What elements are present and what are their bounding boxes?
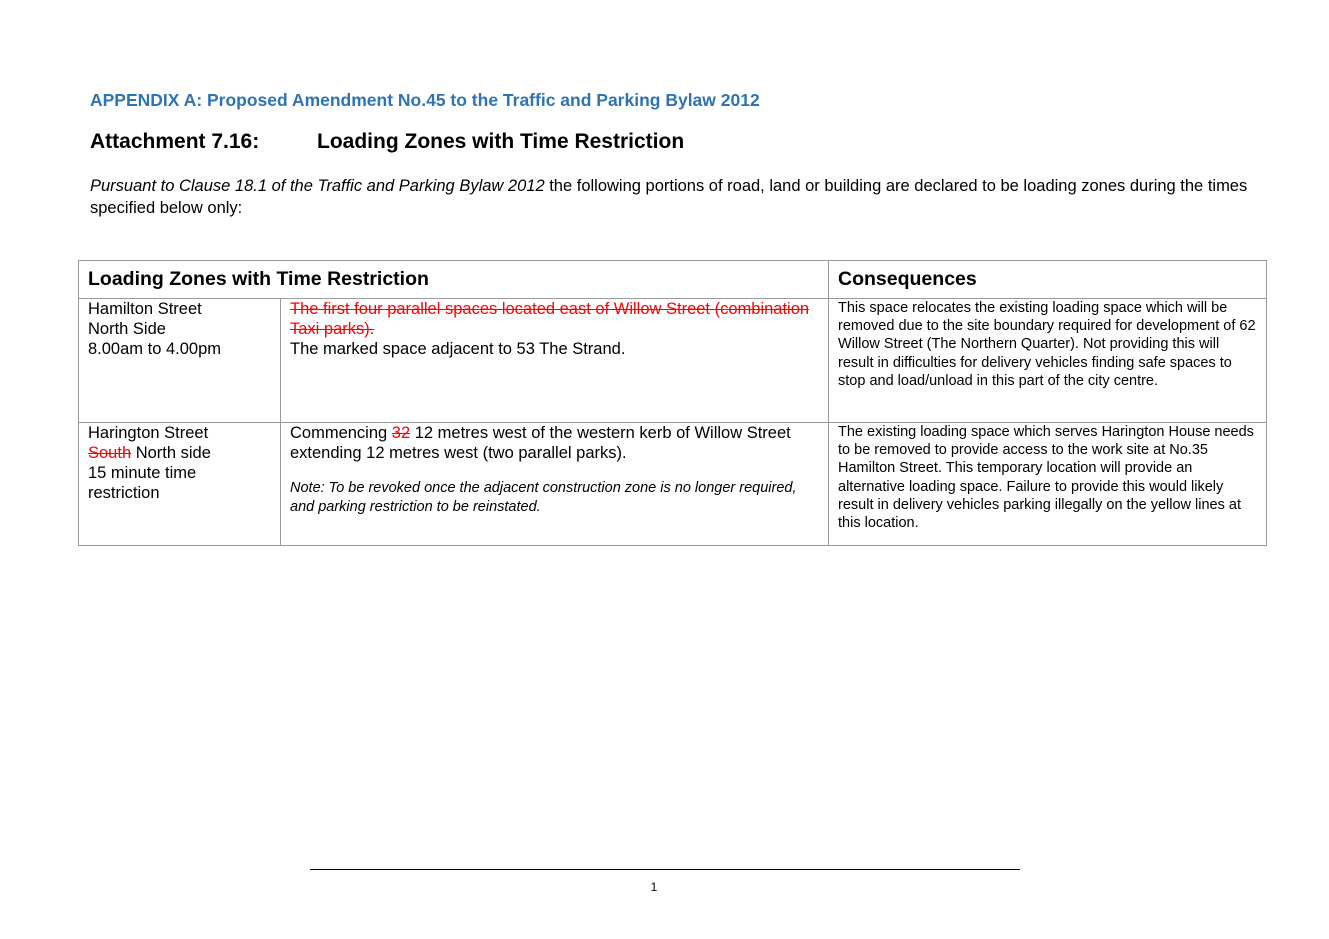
deleted-text: The first four parallel spaces located east of Willow Street (combination Taxi parks). [290,300,810,338]
intro-clause-reference: Pursuant to Clause 18.1 of the Traffic and Parking Bylaw 2012 [90,177,545,195]
description-cell [281,299,829,423]
description-cell [281,423,829,546]
consequences-cell: This space relocates the existing loading space which will be removed due to the site boundary required for development of 62 Willow Street (The Northern Quarter). Not providing this will result in difficulties for delivery vehicles finding safe spaces to stop and load/unload in this part of the city centre. [829,299,1267,423]
location-street: Hamilton Street [88,300,202,318]
location-cell [79,423,281,546]
footer-divider [310,869,1020,870]
deleted-text: 32 [391,424,411,442]
location-side: South North side [88,444,211,462]
header-loading-zones: Loading Zones with Time Restriction [79,261,829,299]
header-consequences: Consequences [829,261,1267,299]
loading-zones-table [78,260,1267,546]
table-row [79,299,1267,423]
consequences-cell: The existing loading space which serves Harington House needs to be removed to provide access to the work site at No.35 Hamilton Street. This temporary location will provide an alternative loading space. Failure to provide this would likely result in delivery vehicles parking illegally on the yellow lines at this location. [829,423,1267,546]
table-header-row [79,261,1267,299]
deleted-text: South [88,444,132,462]
attachment-heading [90,130,685,154]
table-row [79,423,1267,546]
appendix-heading: APPENDIX A: Proposed Amendment No.45 to the Traffic and Parking Bylaw 2012 [90,90,760,110]
attachment-number: Attachment 7.16: [90,130,260,153]
page-number: 1 [650,880,658,894]
attachment-title: Loading Zones with Time Restriction [317,130,685,153]
note-text: Note: To be revoked once the adjacent construction zone is no longer required, and parking restriction to be reinstated. [290,480,797,515]
intro-text: the following portions of road, land or building are declared to be loading zones during the times specified below only: [90,177,1248,217]
description-text: The marked space adjacent to 53 The Strand. [290,340,626,358]
description-text: Commencing 32 12 metres west of the western kerb of Willow Street extending 12 metres west (two parallel parks). [290,424,791,462]
intro-paragraph [90,175,1260,219]
location-cell [79,299,281,423]
location-side: North Side [88,320,166,338]
location-street: Harington Street [88,424,209,442]
location-time-cont: restriction [88,484,160,502]
location-time: 8.00am to 4.00pm [88,340,221,358]
location-time: 15 minute time [88,464,197,482]
